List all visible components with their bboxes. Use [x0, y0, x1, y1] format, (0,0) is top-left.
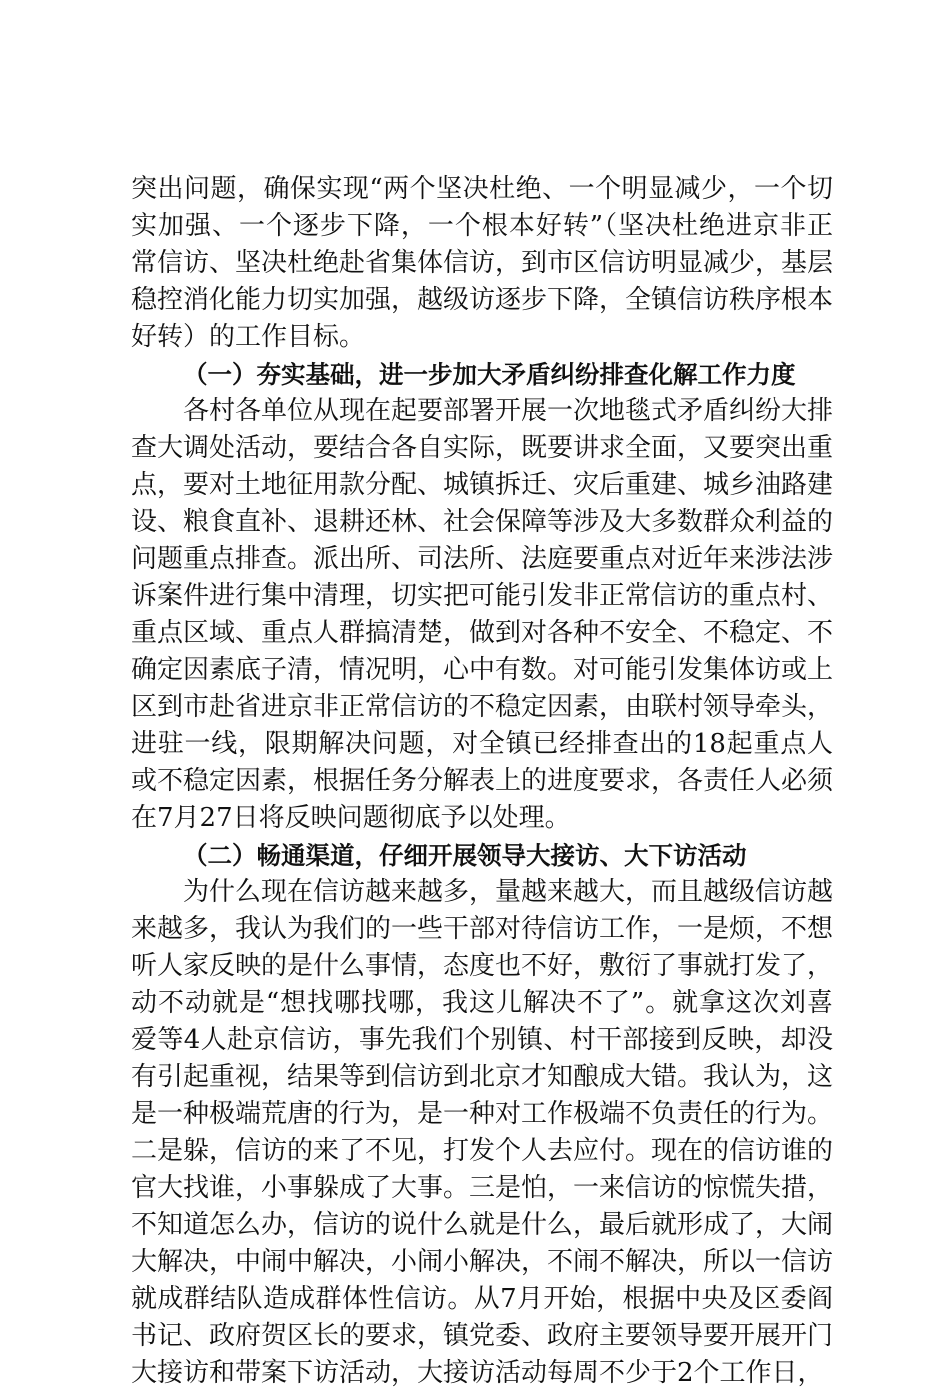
document-body	[131, 171, 833, 1392]
paragraph: 各村各单位从现在起要部署开展一次地毯式矛盾纠纷大排查大调处活动，要结合各自实际，既要讲求全面，又要突出重点，要对土地征用款分配、城镇拆迁、灾后重建、城乡油路建设、粮食直补、退耕还林、社会保障等涉及大多数群众利益的问题重点排查。派出所、司法所、法庭要重点对近年来涉法涉诉案件进行集中清理，切实把可能引发非正常信访的重点村、重点区域、重点人群搞清楚，做到对各种不安全、不稳定、不确定因素底子清，情况明，心中有数。对可能引发集体访或上区到市赴省进京非正常信访的不稳定因素，由联村领导牵头，进驻一线，限期解决问题，对全镇已经排查出的18起重点人或不稳定因素，根据任务分解表上的进度要求，各责任人必须在7月27日将反映问题彻底予以处理。	[131, 396, 834, 833]
paragraph: 为什么现在信访越来越多，量越来越大，而且越级信访越来越多，我认为我们的一些干部对待信访工作，一是烦，不想听人家反映的是什么事情，态度也不好，敷衍了事就打发了，动不动就是“想找哪找哪，我这儿解决不了”。就拿这次刘喜爱等4人赴京信访，事先我们个别镇、村干部接到反映，却没有引起重视，结果等到信访到北京才知酿成大错。我认为，这是一种极端荒唐的行为，是一种对工作极端不负责任的行为。二是躲，信访的来了不见，打发个人去应付。现在的信访谁的官大找谁，小事躲成了大事。三是怕，一来信访的惊慌失措，不知道怎么办，信访的说什么就是什么，最后就形成了，大闹大解决，中闹中解决，小闹小解决，不闹不解决，所以一信访就成群结队造成群体性信访。从7月开始，根据中央及区委阎书记、政府贺区长的要求，镇党委、政府主要领导要开展开门大接访和带案下访活动，大接访活动每周不少于2个工作日，	[131, 877, 834, 1388]
section-heading: （二）畅通渠道，仔细开展领导大接访、大下访活动	[183, 841, 747, 870]
paragraph: 突出问题，确保实现“两个坚决杜绝、一个明显减少，一个切实加强、一个逐步下降，一个根本好转”（坚决杜绝进京非正常信访、坚决杜绝赴省集体信访，到市区信访明显减少，基层稳控消化能力切实加强，越级访逐步下降，全镇信访秩序根本好转）的工作目标。	[131, 174, 834, 352]
section-heading: （一）夯实基础，进一步加大矛盾纠纷排查化解工作力度	[183, 360, 796, 389]
